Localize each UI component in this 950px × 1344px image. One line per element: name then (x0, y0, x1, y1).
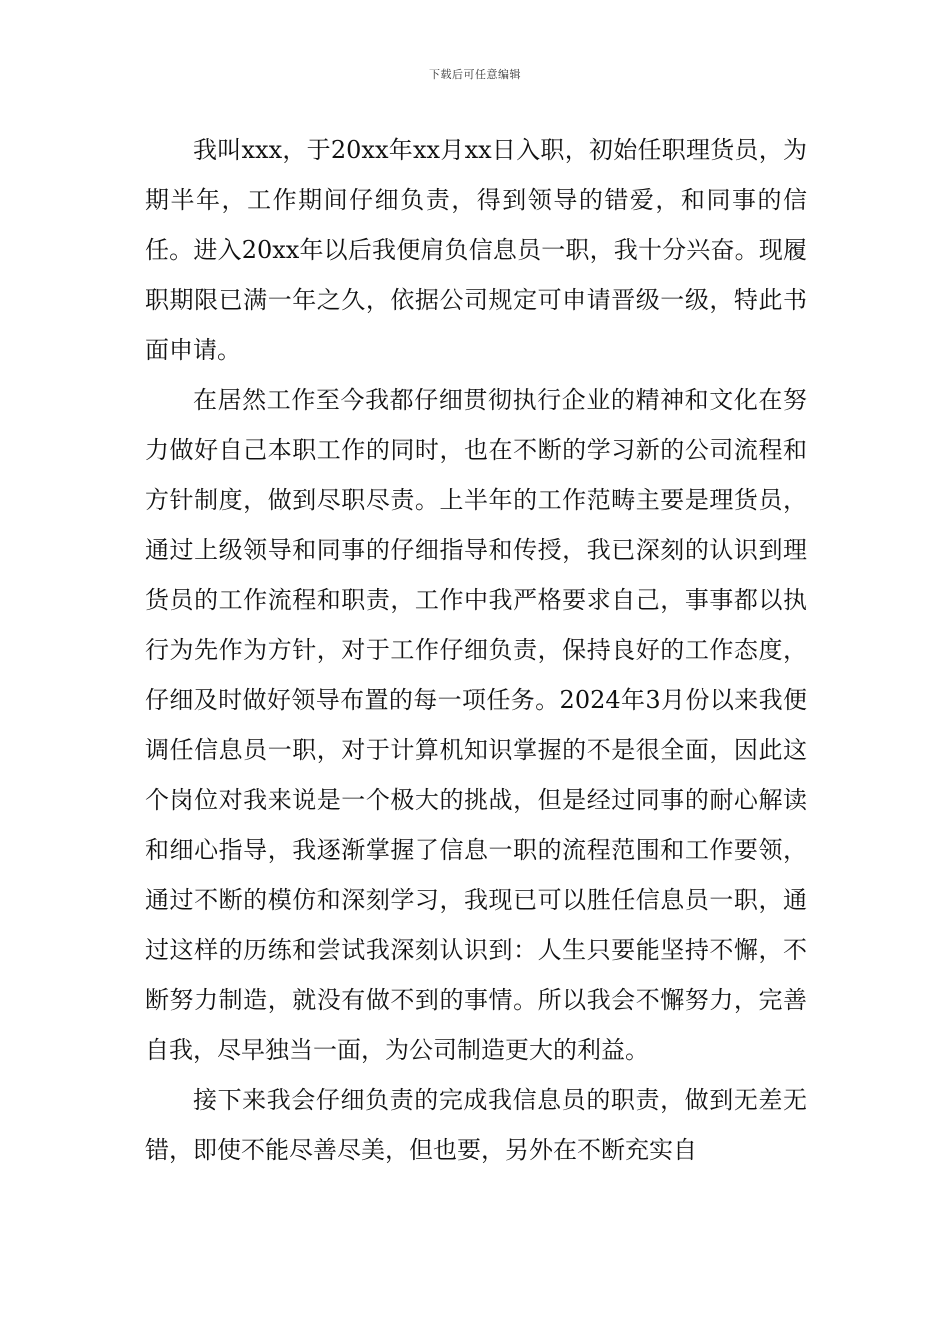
paragraph-1: 我叫xxx，于20xx年xx月xx日入职，初始任职理货员，为期半年，工作期间仔细负责，得到领导的错爱，和同事的信任。进入20xx年以后我便肩负信息员一职，我十分兴奋。现履职期限已满一年之久，依据公司规定可申请晋级一级，特此书面申请。 (145, 136, 807, 364)
paragraph-3: 接下来我会仔细负责的完成我信息员的职责，做到无差无错，即使不能尽善尽美，但也要，另外在不断充实自 (145, 1086, 807, 1164)
paragraph-2: 在居然工作至今我都仔细贯彻执行企业的精神和文化在努力做好自己本职工作的同时，也在不断的学习新的公司流程和方针制度，做到尽职尽责。上半年的工作范畴主要是理货员，通过上级领导和同事的仔细指导和传授，我已深刻的认识到理货员的工作流程和职责，工作中我严格要求自己，事事都以执行为先作为方针，对于工作仔细负责，保持良好的工作态度，仔细及时做好领导布置的每一项任务。2024年3月份以来我便调任信息员一职，对于计算机知识掌握的不是很全面，因此这个岗位对我来说是一个极大的挑战，但是经过同事的耐心解读和细心指导，我逐渐掌握了信息一职的流程范围和工作要领，通过不断的模仿和深刻学习，我现已可以胜任信息员一职，通过这样的历练和尝试我深刻认识到：人生只要能坚持不懈，不断努力制造，就没有做不到的事情。所以我会不懈努力，完善自我，尽早独当一面，为公司制造更大的利益。 (145, 386, 807, 1064)
document-body (145, 125, 807, 1175)
page-header: 下载后可任意编辑 (429, 68, 521, 81)
